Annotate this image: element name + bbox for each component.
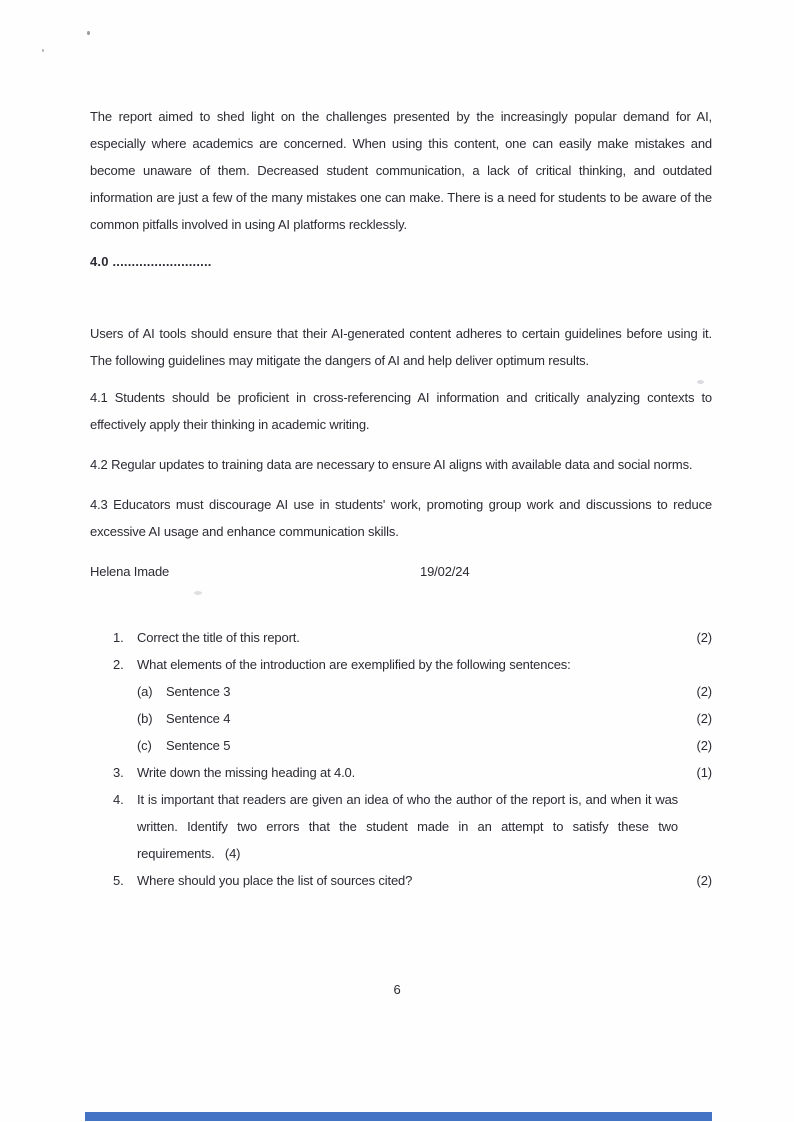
marks-allocation: (1) [696,765,712,780]
question-text: What elements of the introduction are exemplified by the following sentences: [137,657,571,672]
question-2b [90,705,712,732]
question-text: It is important that readers are given an idea of who the author of the report is, and when it was written. Identify two errors that the student made in an attempt to satisfy these two requirements. (4) [137,792,678,861]
scan-artifact [87,31,90,35]
guideline-4-2: 4.2 Regular updates to training data are necessary to ensure AI aligns with available data and social norms. [90,457,693,472]
question-text: Sentence 5 [166,738,231,753]
page-content [90,103,712,894]
question-3 [90,759,712,786]
marks-allocation: (2) [696,711,712,726]
question-list [90,624,712,894]
question-5 [90,867,712,894]
question-number: 1. [113,630,124,645]
question-4 [90,786,712,867]
question-number: (b) [137,711,153,726]
question-text: Sentence 3 [166,684,231,699]
question-text: Where should you place the list of sources cited? [137,873,413,888]
question-number: 5. [113,873,124,888]
marks-allocation: (2) [696,684,712,699]
question-number: (c) [137,738,152,753]
guidelines-intro-paragraph: Users of AI tools should ensure that their AI-generated content adheres to certain guidelines before using it. The following guidelines may mitigate the dangers of AI and help deliver optimum results. [90,326,712,368]
question-2 [90,651,712,678]
scan-artifact [42,49,44,52]
question-2a [90,678,712,705]
marks-allocation: (2) [696,738,712,753]
question-text: Sentence 4 [166,711,231,726]
marks-allocation: (2) [696,873,712,888]
report-date: 19/02/24 [420,564,470,579]
question-number: 4. [113,792,124,807]
marks-allocation: (2) [696,630,712,645]
question-number: 3. [113,765,124,780]
author-date-row [90,558,712,585]
guideline-4-3: 4.3 Educators must discourage AI use in students' work, promoting group work and discussions to reduce excessive AI usage and enhance communication skills. [90,497,712,539]
page-number: 6 [393,982,401,997]
section-heading-4-0: 4.0 .......................... [90,254,212,269]
question-number: 2. [113,657,124,672]
question-2c [90,732,712,759]
guideline-4-1: 4.1 Students should be proficient in cross-referencing AI information and critically analyzing contexts to effectively apply their thinking in academic writing. [90,390,712,432]
question-1 [90,624,712,651]
question-number: (a) [137,684,153,699]
author-name: Helena Imade [90,564,170,579]
question-text: Correct the title of this report. [137,630,300,645]
report-intro-paragraph: The report aimed to shed light on the challenges presented by the increasingly popular demand for AI, especially where academics are concerned. When using this content, one can easily make mistakes and become unaware of them. Decreased student communication, a lack of critical thinking, and outdated information are just a few of the many mistakes one can make. There is a need for students to be aware of the common pitfalls involved in using AI platforms recklessly. [90,109,712,232]
question-text: Write down the missing heading at 4.0. [137,765,356,780]
footer-bar [85,1112,712,1121]
